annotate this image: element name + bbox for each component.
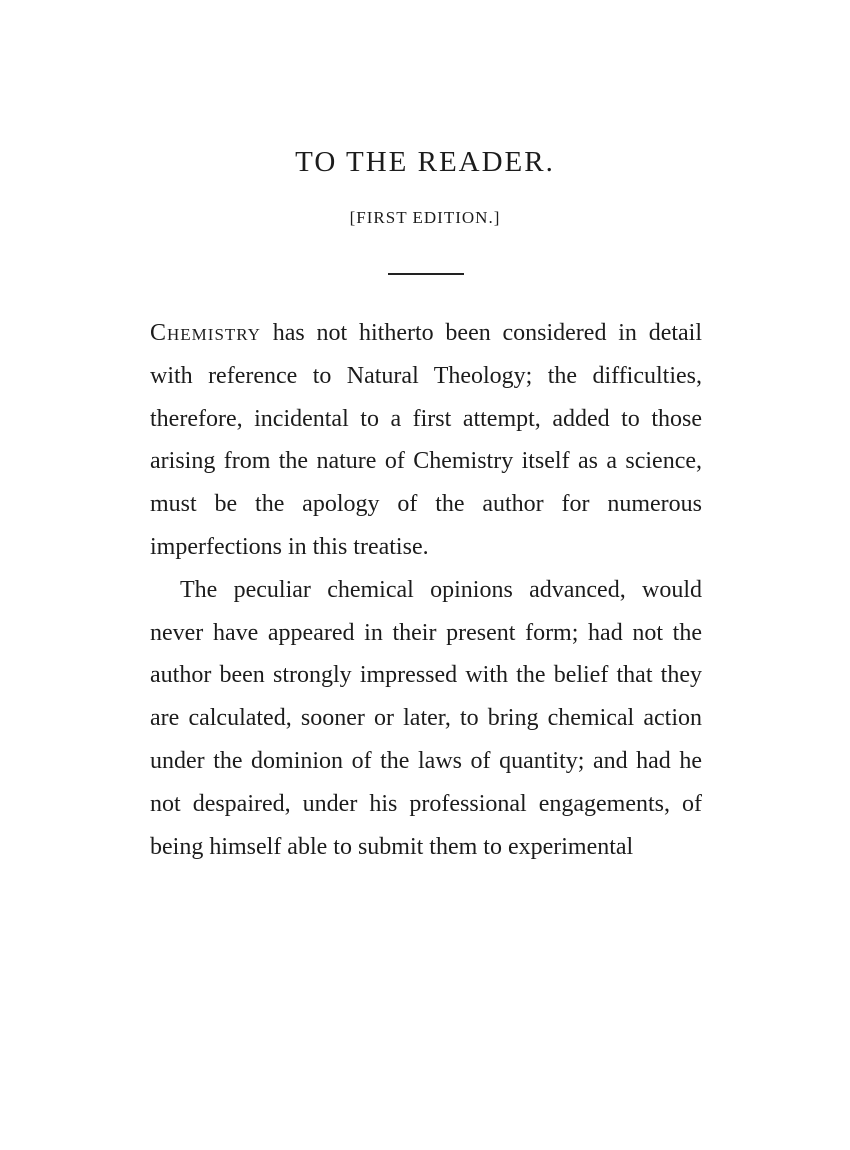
paragraph-1-text: has not hitherto been considered in detail with reference to Natural Theology; the difficulties, therefore, incidental to a first attempt, added to those arising from the nature of Chemistry itself as a science, must be the apology of the author for numerous imperfections in this treatise. <box>150 320 702 560</box>
page-title: TO THE READER. <box>295 146 555 178</box>
body-text <box>150 312 702 868</box>
paragraph-1 <box>150 312 702 569</box>
edition-label: [FIRST EDITION.] <box>349 208 501 227</box>
paragraph-2 <box>150 569 702 869</box>
paragraph-lead-word: Chemistry <box>150 320 261 346</box>
heading-divider <box>388 273 464 275</box>
paragraph-2-text: The peculiar chemical opinions advanced, would never have appeared in their present form; had not the author been strongly impressed with the belief that they are calculated, sooner or later, to bring chemical action under the dominion of the laws of quantity; and had he not despaired, under his professional engagements, of being himself able to submit them to experimental <box>150 576 702 860</box>
